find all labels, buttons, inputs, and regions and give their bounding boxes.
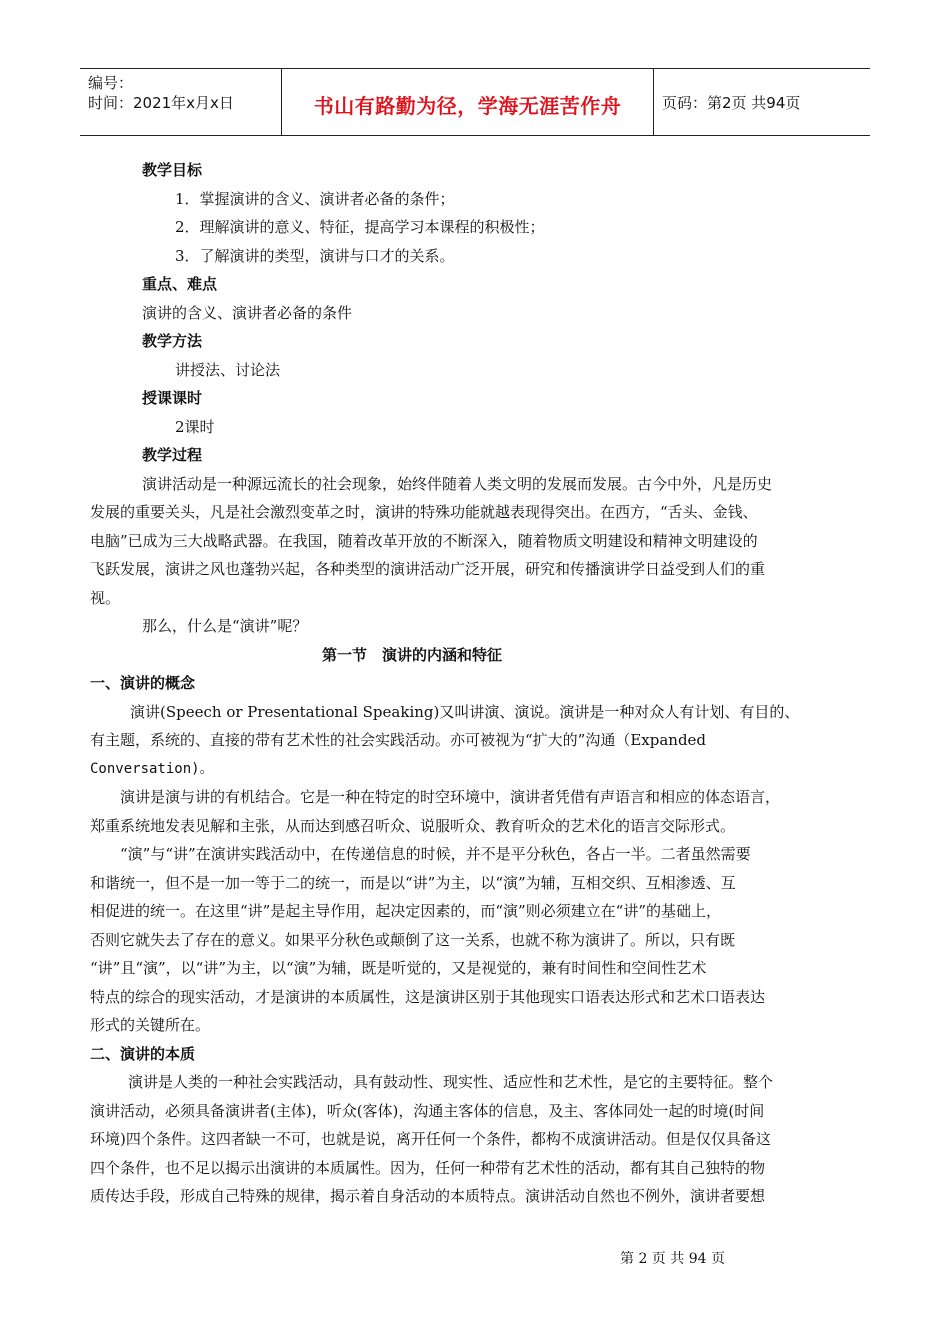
paragraph-line: 环境)四个条件。这四者缺一不可，也就是说，离开任何一个条件，都构不成演讲活动。但是仅仅具备这 bbox=[90, 1130, 771, 1148]
paragraph-line: 郑重系统地发表见解和主张，从而达到感召听众、说服听众、教育听众的艺术化的语言交际形式。 bbox=[90, 816, 736, 835]
class-hours-text: 2课时 bbox=[175, 417, 215, 436]
paragraph-line: 发展的重要关头，凡是社会激烈变革之时，演讲的特殊功能就越表现得突出。在西方，“舌头、金钱、 bbox=[90, 503, 758, 521]
paragraph-line: Conversation)。 bbox=[90, 760, 214, 777]
paragraph-line: “讲”且“演”，以“讲”为主，以“演”为辅，既是听觉的，又是视觉的，兼有时间性和空间性艺术 bbox=[90, 959, 707, 977]
paragraph-line: 视。 bbox=[90, 588, 121, 607]
goal-item: 2．理解演讲的意义、特征，提高学习本课程的积极性； bbox=[175, 218, 545, 236]
paragraph-line: 质传达手段，形成自己特殊的规律，揭示着自身活动的本质特点。演讲活动自然也不例外，演讲者要想 bbox=[90, 1187, 766, 1205]
document-number-label: 编号： bbox=[88, 74, 134, 92]
paragraph-line: “演”与“讲”在演讲实践活动中，在传递信息的时候，并不是平分秋色，各占一半。二者虽然需要 bbox=[120, 845, 751, 863]
paragraph-line: 演讲活动是一种源远流长的社会现象，始终伴随着人类文明的发展而发展。古今中外，凡是历史 bbox=[142, 474, 773, 493]
paragraph-line: 飞跃发展，演讲之风也蓬勃兴起，各种类型的演讲活动广泛开展，研究和传播演讲学日益受到人们的重 bbox=[90, 560, 766, 578]
heading-teaching-goals: 教学目标 bbox=[142, 161, 203, 179]
paragraph-line: 和谐统一，但不是一加一等于二的统一，而是以“讲”为主，以“演”为辅，互相交织、互相渗透、互 bbox=[90, 873, 736, 892]
paragraph-line: 演讲是演与讲的有机结合。它是一种在特定的时空环境中，演讲者凭借有声语言和相应的体态语言， bbox=[120, 788, 781, 806]
question-text: 那么，什么是“演讲”呢？ bbox=[142, 617, 308, 635]
goal-item: 1．掌握演讲的含义、演讲者必备的条件； bbox=[175, 189, 455, 208]
paragraph-line: 演讲活动，必须具备演讲者(主体)，听众(客体)，沟通主客体的信息，及主、客体同处一起的时境(时间 bbox=[90, 1101, 765, 1120]
header-page-info: 页码：第2页 共94页 bbox=[662, 93, 801, 112]
paragraph-line: 四个条件，也不足以揭示出演讲的本质属性。因为，任何一种带有艺术性的活动，都有其自己独特的物 bbox=[90, 1158, 766, 1177]
heading-teaching-method: 教学方法 bbox=[142, 332, 203, 350]
paragraph-line: 有主题，系统的、直接的带有艺术性的社会实践活动。亦可被视为“扩大的”沟通（Expanded bbox=[90, 731, 707, 749]
page-header bbox=[80, 68, 870, 136]
subsection-title-concept: 一、演讲的概念 bbox=[90, 674, 196, 692]
document-body bbox=[90, 156, 864, 1211]
header-left-cell bbox=[80, 69, 282, 135]
subsection-title-essence: 二、演讲的本质 bbox=[90, 1044, 196, 1063]
paragraph-line: 否则它就失去了存在的意义。如果平分秋色或颠倒了这一关系，也就不称为演讲了。所以，只有既 bbox=[90, 930, 736, 949]
paragraph-line: 电脑”已成为三大战略武器。在我国，随着改革开放的不断深入，随着物质文明建设和精神文明建设的 bbox=[90, 531, 758, 550]
paragraph-line: 演讲(Speech or Presentational Speaking)又叫讲演、演说。演讲是一种对众人有计划、有目的、 bbox=[130, 702, 800, 721]
page-footer: 第 2 页 共 94 页 bbox=[620, 1251, 725, 1267]
paragraph-line: 特点的综合的现实活动，才是演讲的本质属性，这是演讲区别于其他现实口语表达形式和艺术口语表达 bbox=[90, 987, 766, 1006]
teaching-method-text: 讲授法、讨论法 bbox=[175, 360, 281, 379]
paragraph-line: 形式的关键所在。 bbox=[90, 1016, 211, 1034]
key-points-text: 演讲的含义、演讲者必备的条件 bbox=[142, 303, 353, 322]
heading-class-hours: 授课课时 bbox=[142, 389, 203, 407]
paragraph-line: 演讲是人类的一种社会实践活动，具有鼓动性、现实性、适应性和艺术性，是它的主要特征。整个 bbox=[128, 1073, 774, 1091]
goal-item: 3．了解演讲的类型，演讲与口才的关系。 bbox=[175, 246, 455, 265]
heading-key-points: 重点、难点 bbox=[142, 275, 218, 293]
document-date-label: 时间：2021年x月x日 bbox=[88, 94, 234, 112]
header-motto: 书山有路勤为径，学海无涯苦作舟 bbox=[282, 69, 654, 135]
section-title: 第一节 演讲的内涵和特征 bbox=[322, 645, 503, 664]
paragraph-line: 相促进的统一。在这里“讲”是起主导作用，起决定因素的，而“演”则必须建立在“讲”的基础上， bbox=[90, 902, 722, 920]
heading-teaching-process: 教学过程 bbox=[142, 446, 203, 464]
